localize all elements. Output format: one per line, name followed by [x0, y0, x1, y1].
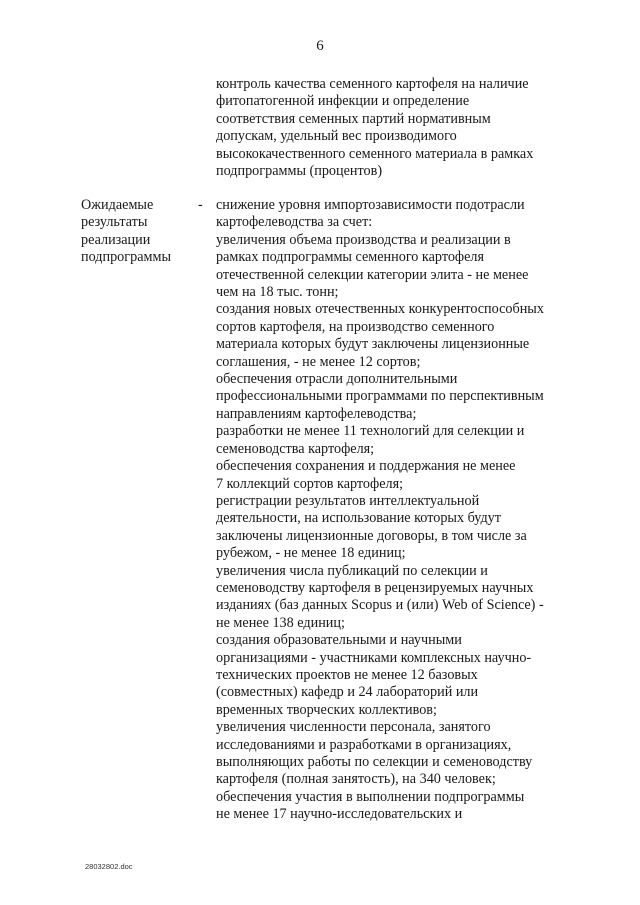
text-line: заключены лицензионные договоры, в том числе за: [216, 527, 527, 544]
text-line: семеноводству картофеля в рецензируемых научных: [216, 579, 534, 596]
text-line: сортов картофеля, на производство семенного: [216, 318, 495, 335]
text-line: картофеля (полная занятость), на 340 человек;: [216, 771, 496, 788]
document-file-code: 28032802.doc: [85, 862, 133, 871]
text-line: временных творческих коллективов;: [216, 701, 437, 718]
text-line: создания новых отечественных конкурентоспособных: [216, 301, 544, 318]
text-line: увеличения объема производства и реализации в: [216, 231, 511, 248]
text-line: выполняющих работы по селекции и семеноводству: [216, 754, 533, 770]
continuation-text: [216, 76, 576, 180]
text-line: регистрации результатов интеллектуальной: [216, 492, 480, 509]
text-line: (совместных) кафедр и 24 лабораторий или: [216, 684, 479, 701]
text-line: деятельности, на использование которых будут: [216, 510, 501, 527]
text-line: изданиях (баз данных Scopus и (или) Web of Science) -: [216, 597, 544, 614]
text-line: фитопатогенной инфекции и определение: [216, 93, 470, 110]
text-line: картофелеводства за счет:: [216, 214, 373, 231]
text-line: рубежом, - не менее 18 единиц;: [216, 545, 406, 562]
text-line: рамках подпрограммы семенного картофеля: [216, 249, 485, 266]
section-label-line: Ожидаемые: [81, 197, 154, 213]
text-line: направлениям картофелеводства;: [216, 405, 417, 422]
text-line: обеспечения отрасли дополнительными: [216, 371, 458, 388]
text-line: контроль качества семенного картофеля на наличие: [216, 76, 529, 92]
section-label-line: результаты: [81, 214, 148, 231]
text-line: семеноводства картофеля;: [216, 440, 375, 457]
text-line: организациями - участниками комплексных научно-: [216, 649, 532, 666]
text-line: чем на 18 тыс. тонн;: [216, 284, 339, 301]
text-line: профессиональными программами по перспективным: [216, 388, 544, 405]
text-line: отечественной селекции категории элита - не менее: [216, 266, 529, 283]
section-label-line: реализации: [81, 231, 151, 248]
text-line: обеспечения участия в выполнении подпрограммы: [216, 788, 525, 805]
section-dash: -: [198, 197, 203, 213]
text-line: высококачественного семенного материала в рамках: [216, 145, 534, 162]
text-line: не менее 17 научно-исследовательских и: [216, 806, 463, 823]
section-label-line: подпрограммы: [81, 249, 171, 266]
text-line: технических проектов не менее 12 базовых: [216, 666, 478, 683]
text-line: 7 коллекций сортов картофеля;: [216, 475, 404, 492]
text-line: соглашения, - не менее 12 сортов;: [216, 353, 421, 370]
text-line: допускам, удельный вес производимого: [216, 128, 457, 145]
text-line: соответствия семенных партий нормативным: [216, 110, 491, 127]
page-number: 6: [316, 38, 324, 54]
text-line: снижение уровня импортозависимости подотрасли: [216, 197, 525, 213]
expected-results-text: [216, 197, 576, 824]
text-line: обеспечения сохранения и поддержания не менее: [216, 458, 516, 475]
text-line: материала которых будут заключены лицензионные: [216, 336, 530, 353]
text-line: разработки не менее 11 технологий для селекции и: [216, 423, 525, 440]
text-line: увеличения числа публикаций по селекции и: [216, 562, 488, 579]
text-line: не менее 138 единиц;: [216, 614, 345, 631]
text-line: создания образовательными и научными: [216, 632, 462, 649]
text-line: увеличения численности персонала, занятого: [216, 719, 491, 736]
text-line: исследованиями и разработками в организациях,: [216, 736, 512, 753]
section-label: [81, 197, 201, 267]
text-line: подпрограммы (процентов): [216, 163, 383, 180]
